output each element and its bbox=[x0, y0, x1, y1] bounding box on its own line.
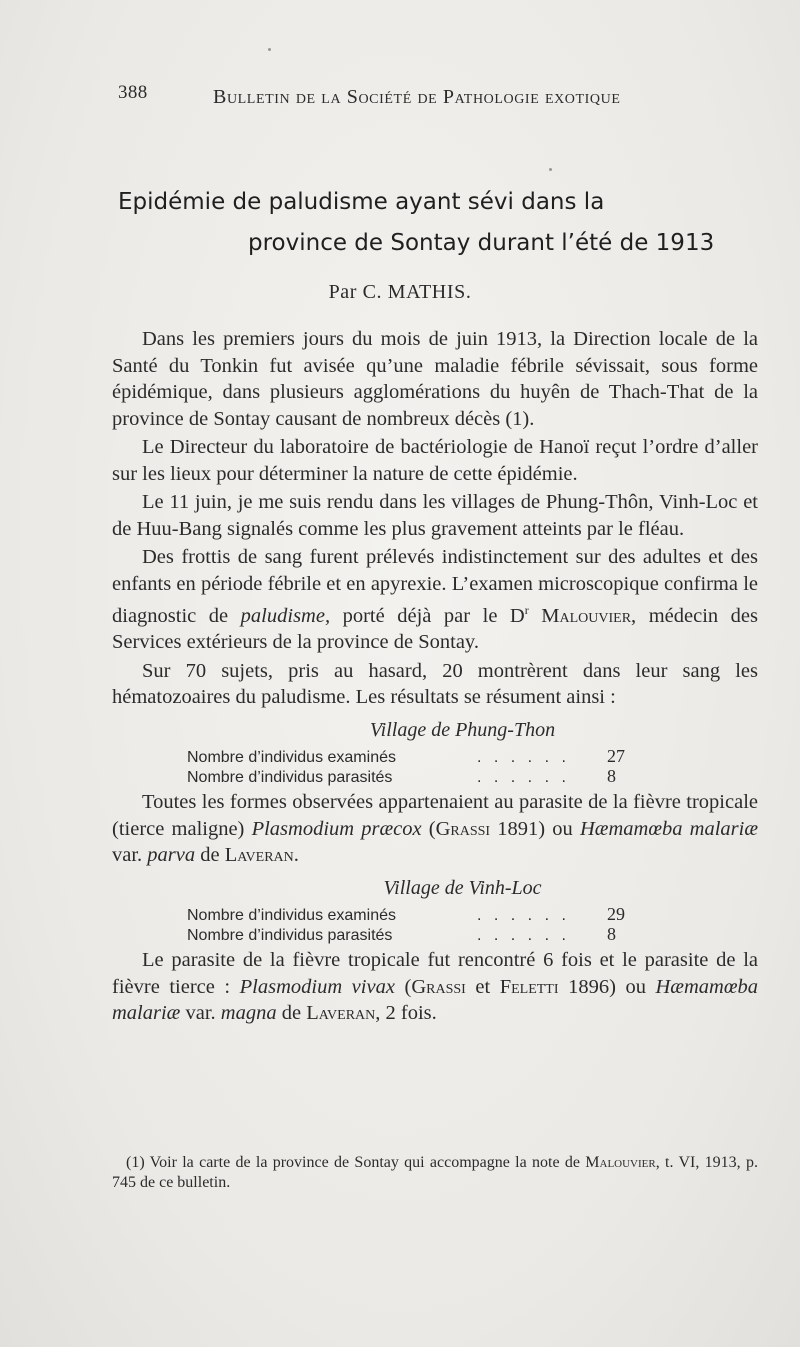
article-body bbox=[112, 326, 758, 1029]
paper-speck bbox=[549, 168, 552, 171]
species-name: Hæmamœba malariæ bbox=[112, 975, 759, 1025]
leader-dots: . . . . . . bbox=[477, 749, 570, 767]
village-heading: Village de Phung-Thon bbox=[369, 718, 556, 741]
diagnosis-term: paludisme, bbox=[240, 604, 331, 627]
variety-name: parva bbox=[147, 844, 196, 867]
text-run: 1896) ou bbox=[558, 975, 656, 998]
row-value: 8 bbox=[607, 924, 616, 945]
title-line-2: province de Sontay durant l’été de 1913 bbox=[248, 230, 715, 256]
text-run: de bbox=[276, 1002, 307, 1025]
text-run: Le parasite de la fièvre tropicale fut rencontré 6 fois et le parasite de la fièvre tierce : bbox=[112, 949, 758, 998]
text-run: ( bbox=[421, 817, 436, 840]
text-run: de bbox=[195, 844, 225, 867]
row-value: 29 bbox=[607, 904, 625, 925]
text-run: Toutes les formes observées appartenaient au parasite de la fièvre tropicale (tierce maligne) bbox=[112, 791, 758, 840]
species-name: Plasmodium præcox bbox=[251, 817, 422, 840]
author-byline: Par C. MATHIS. bbox=[328, 281, 472, 303]
results-table-2 bbox=[112, 875, 758, 946]
paragraph-5: Sur 70 sujets, pris au hasard, 20 montrèrent dans leur sang les hématozoaires du paludisme. Les résultats se résument ainsi : bbox=[112, 659, 758, 709]
variety-name: magna bbox=[220, 1002, 277, 1025]
text-run: 2 fois. bbox=[380, 1002, 437, 1025]
running-title: Bulletin de la Société de Pathologie exotique bbox=[213, 86, 621, 108]
author-name: Malouvier, bbox=[585, 1154, 660, 1171]
leader-dots: . . . . . . bbox=[477, 769, 570, 787]
author-name: Feletti bbox=[499, 975, 559, 998]
text-run: var. bbox=[180, 1002, 221, 1025]
table-row bbox=[112, 747, 758, 767]
paragraph-6 bbox=[112, 789, 758, 869]
text-run: et bbox=[465, 975, 500, 998]
text-run: var. bbox=[112, 844, 148, 867]
species-name: Hæmamœba malariæ bbox=[579, 817, 759, 840]
table-row bbox=[112, 767, 758, 787]
paragraph-1: Dans les premiers jours du mois de juin 1913, la Direction locale de la Santé du Tonkin fut avisée qu’une maladie fébrile sévissait, sous forme épidémique, dans plusieurs agglomérations du huyên de Thach-That de la province de Sontay causant de nombreux décès (1). bbox=[112, 328, 758, 430]
row-label: Nombre d’individus examinés bbox=[187, 749, 396, 767]
row-label: Nombre d’individus parasités bbox=[187, 769, 393, 787]
row-label: Nombre d’individus parasités bbox=[187, 927, 393, 945]
table-row bbox=[112, 925, 758, 945]
leader-dots: . . . . . . bbox=[477, 907, 570, 925]
article-title bbox=[118, 182, 778, 264]
paragraph-2: Le Directeur du laboratoire de bactériologie de Hanoï reçut l’ordre d’aller sur les lieux pour déterminer la nature de cette épidémie. bbox=[112, 436, 758, 485]
results-table-1 bbox=[112, 717, 758, 788]
paragraph-7 bbox=[112, 947, 758, 1027]
text-run: t. VI, 1913, p. 745 de ce bulletin. bbox=[112, 1154, 758, 1191]
row-value: 27 bbox=[607, 746, 625, 767]
text-run: 1891) ou bbox=[490, 817, 580, 840]
title-line-1: Epidémie de paludisme ayant sévi dans la bbox=[118, 189, 605, 215]
row-label: Nombre d’individus examinés bbox=[187, 907, 396, 925]
author-name: Grassi bbox=[411, 975, 466, 998]
footnote-text bbox=[112, 1153, 758, 1193]
author-name: Malouvier, bbox=[541, 604, 637, 627]
paper-speck bbox=[268, 48, 271, 51]
village-heading: Village de Vinh-Loc bbox=[383, 876, 542, 899]
text-run: ( bbox=[394, 975, 412, 998]
page-number: 388 bbox=[118, 82, 148, 103]
author-name: Grassi bbox=[435, 817, 491, 840]
table-row bbox=[112, 905, 758, 925]
text-run: porté déjà par le D bbox=[330, 604, 525, 627]
footnote bbox=[112, 1153, 758, 1193]
text-run: (1) Voir la carte de la province de Sontay qui accompagne la note de bbox=[126, 1154, 586, 1171]
text-run: médecin des Services extérieurs de la province de Sontay. bbox=[112, 604, 759, 654]
author-name: Laveran. bbox=[224, 844, 299, 867]
text-run: Des frottis de sang furent prélevés indistinctement sur des adultes et des enfants en période fébrile et en apyrexie. L’examen microscopique confirma le diagnostic de bbox=[112, 546, 758, 627]
paragraph-3: Le 11 juin, je me suis rendu dans les villages de Phung-Thôn, Vinh-Loc et de Huu-Bang signalés comme les plus gravement atteints par le fléau. bbox=[112, 491, 758, 540]
author-name: Laveran, bbox=[306, 1002, 381, 1025]
superscript: r bbox=[524, 603, 529, 617]
species-name: Plasmodium vivax bbox=[239, 975, 395, 998]
row-value: 8 bbox=[607, 766, 616, 787]
paragraph-4 bbox=[112, 544, 758, 656]
leader-dots: . . . . . . bbox=[477, 927, 570, 945]
